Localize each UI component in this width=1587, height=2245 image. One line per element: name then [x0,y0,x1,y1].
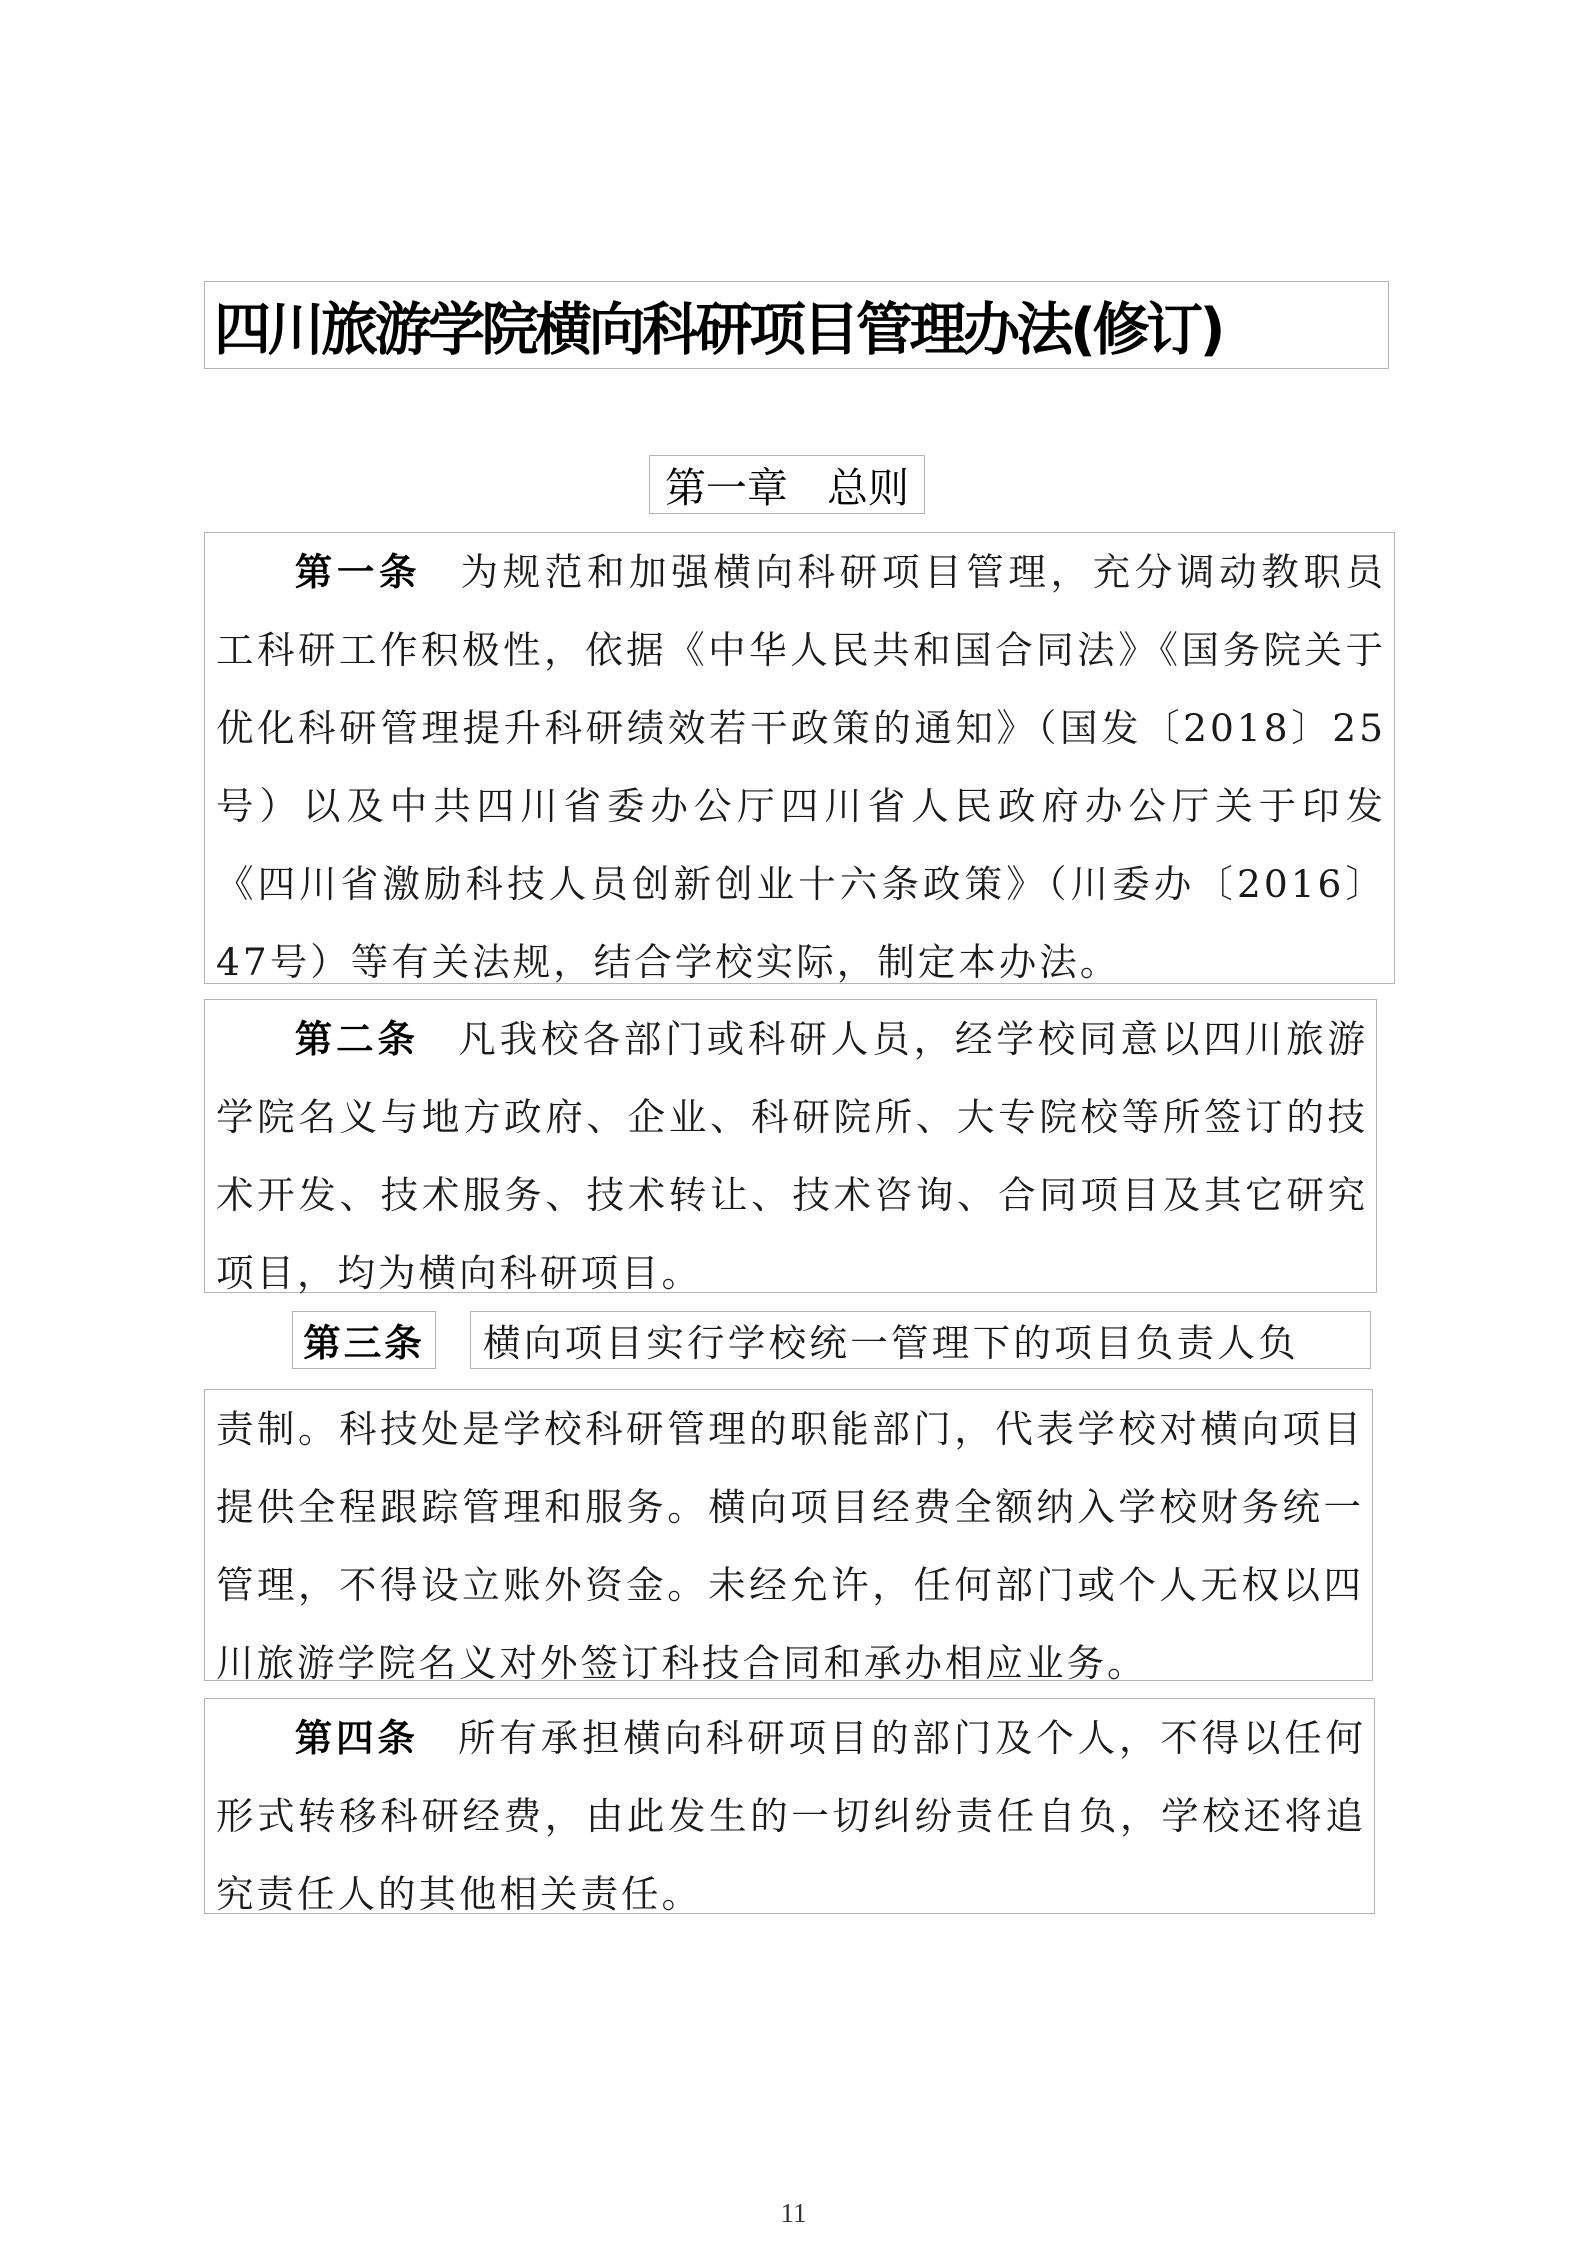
document-title: 四川旅游学院横向科研项目管理办法(修订) [214,297,1223,363]
article-3-first-line-box [470,1311,1371,1369]
article-1-text: 为规范和加强横向科研项目管理，充分调动教职员工科研工作积极性，依据《中华人民共和国合同法》《国务院关于优化科研管理提升科研绩效若干政策的通知》（国发〔2018〕25号）以及中共四川省委办公厅四川省人民政府办公厅关于印发《四川省激励科技人员创新创业十六条政策》（川委办〔2016〕47号）等有关法规，结合学校实际，制定本办法。 [216,550,1386,984]
article-3-body [204,1389,1373,1685]
article-3-text: 责制。科技处是学校科研管理的职能部门，代表学校对横向项目提供全程跟踪管理和服务。横向项目经费全额纳入学校财务统一管理，不得设立账外资金。未经允许，任何部门或个人无权以四川旅游学院名义对外签订科技合同和承办相应业务。 [216,1407,1364,1685]
document-title-box [204,281,1389,369]
page-number: 11 [780,2198,807,2228]
article-4-text: 所有承担横向科研项目的部门及个人，不得以任何形式转移科研经费，由此发生的一切纠纷责任自负，学校还将追究责任人的其他相关责任。 [216,1716,1366,1916]
article-2-text: 凡我校各部门或科研人员，经学校同意以四川旅游学院名义与地方政府、企业、科研院所、大专院校等所签订的技术开发、技术服务、技术转让、技术咨询、合同项目及其它研究项目，均为横向科研项目。 [216,1017,1368,1295]
article-3-label: 第三条 [303,1321,425,1365]
article-3-label-box [292,1311,436,1369]
article-4-label: 第四条 [294,1716,419,1760]
article-2 [204,999,1377,1293]
article-2-label: 第二条 [294,1017,419,1061]
article-4 [204,1698,1375,1914]
chapter-heading-box [649,455,925,514]
article-1 [204,532,1395,984]
chapter-heading: 第一章 总则 [664,464,910,512]
article-3-first-line: 横向项目实行学校统一管理下的项目负责人负 [483,1321,1299,1365]
article-1-label: 第一条 [294,550,422,594]
